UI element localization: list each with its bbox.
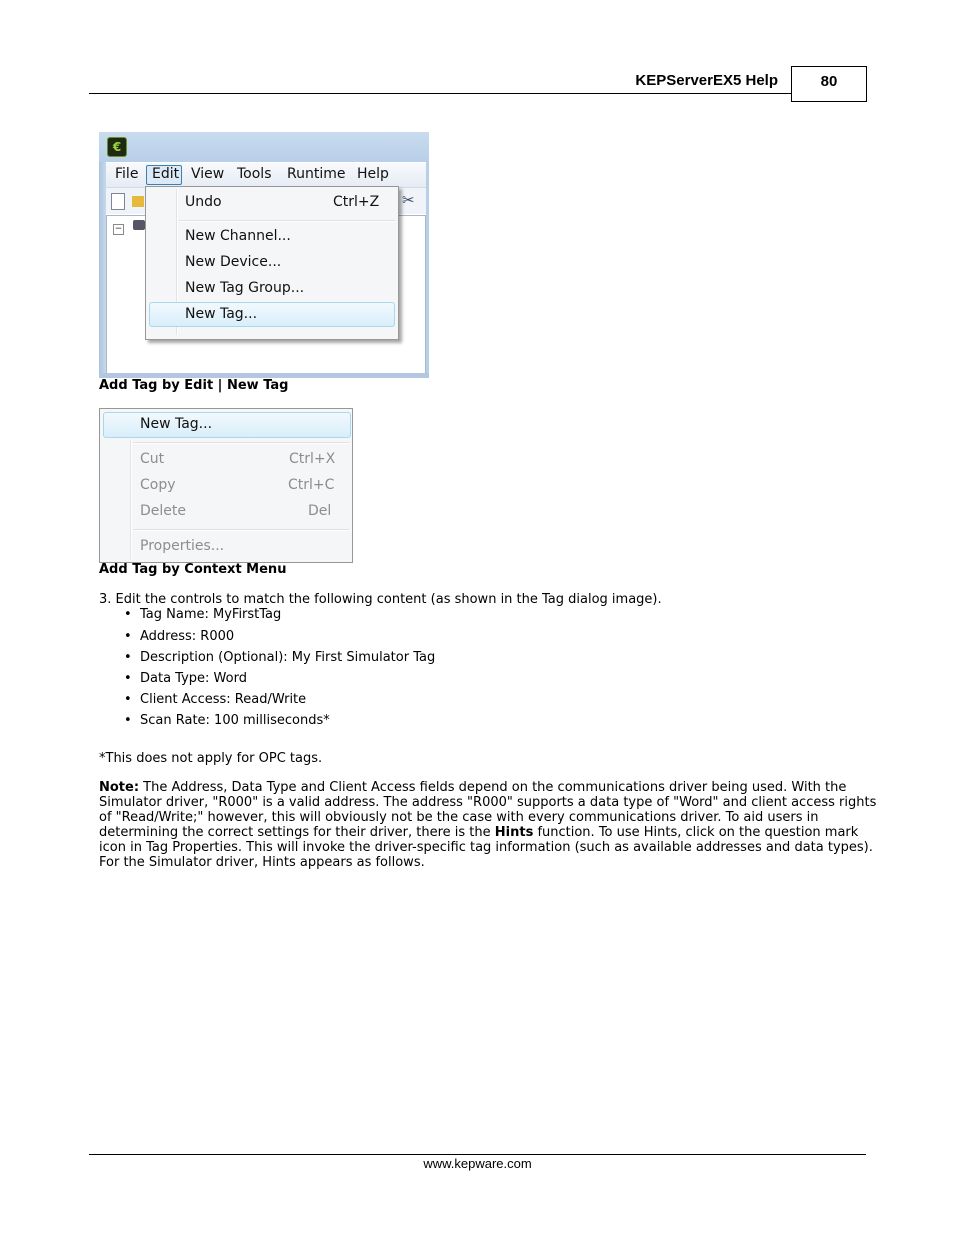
edit-dropdown-menu (145, 186, 399, 340)
window-titlebar (99, 132, 429, 162)
list-item: • Tag Name: MyFirstTag (124, 607, 282, 622)
context-item-cut[interactable]: Cut (140, 451, 165, 467)
menu-separator (179, 220, 395, 222)
menu-runtime[interactable]: Runtime (287, 166, 346, 182)
menu-separator (133, 529, 349, 531)
context-item-new-tag[interactable]: New Tag... (140, 416, 213, 432)
menu-file[interactable]: File (115, 166, 139, 182)
hints-term: Hints (494, 825, 534, 840)
page-number: 80 (791, 66, 867, 102)
edit-menu-screenshot (99, 132, 429, 378)
menu-edit[interactable]: Edit (152, 166, 180, 182)
list-item: • Description (Optional): My First Simulator Tag (124, 650, 436, 665)
menu-help[interactable]: Help (357, 166, 389, 182)
window-frame-right (426, 162, 429, 378)
menu-separator (133, 442, 349, 444)
cut-shortcut: Ctrl+X (289, 451, 336, 467)
list-item: • Client Access: Read/Write (124, 692, 307, 707)
menu-item-new-channel[interactable]: New Channel... (185, 228, 291, 244)
window-frame-left (99, 162, 106, 378)
menu-item-new-tag[interactable]: New Tag... (185, 306, 258, 322)
undo-shortcut: Ctrl+Z (333, 194, 380, 210)
footer-rule (89, 1154, 866, 1155)
project-node-icon (133, 220, 145, 230)
menu-gutter (130, 439, 132, 559)
footnote: *This does not apply for OPC tags. (99, 751, 323, 766)
list-item: • Address: R000 (124, 629, 235, 644)
new-file-icon[interactable] (111, 193, 125, 210)
context-menu-screenshot (99, 408, 353, 563)
copy-shortcut: Ctrl+C (288, 477, 335, 493)
context-item-delete[interactable]: Delete (140, 503, 186, 519)
menu-item-new-device[interactable]: New Device... (185, 254, 282, 270)
context-item-properties[interactable]: Properties... (140, 538, 225, 554)
list-item: • Scan Rate: 100 milliseconds* (124, 713, 330, 728)
footer-url: www.kepware.com (423, 1156, 532, 1171)
step3-intro: 3. Edit the controls to match the following content (as shown in the Tag dialog image). (99, 592, 662, 607)
app-icon: € (107, 137, 127, 157)
context-item-copy[interactable]: Copy (140, 477, 176, 493)
header-title: KEPServerEX5 Help (635, 72, 778, 89)
list-item: • Data Type: Word (124, 671, 247, 686)
menu-item-new-tag-group[interactable]: New Tag Group... (185, 280, 305, 296)
delete-shortcut: Del (308, 503, 332, 519)
note-paragraph: Note: The Address, Data Type and Client Access fields depend on the communications driver being used. With the Simulator driver, "R000" is a valid address. The address "R000" supports a data type of "Word" and client access rights of "Read/Write;" however, this will obviously not be the case with every communications driver. To aid users in determining the correct settings for their driver, there is the Hints function. To use Hints, click on the question mark icon in Tag Properties. This will invoke the driver-specific tag information (such as available addresses and data types). For the Simulator driver, Hints appears as follows. (99, 780, 877, 870)
caption-edit-new-tag: Add Tag by Edit | New Tag (99, 378, 289, 393)
header-rule (89, 93, 792, 94)
caption-context-menu: Add Tag by Context Menu (99, 562, 287, 577)
menu-view[interactable]: View (191, 166, 225, 182)
menu-bar (106, 163, 426, 188)
collapse-icon[interactable]: − (114, 224, 123, 234)
open-folder-icon[interactable] (132, 196, 144, 207)
note-label: Note: (99, 780, 140, 795)
menu-item-undo[interactable]: Undo (185, 194, 222, 210)
menu-tools[interactable]: Tools (237, 166, 272, 182)
cut-icon[interactable]: ✂ (402, 191, 415, 209)
